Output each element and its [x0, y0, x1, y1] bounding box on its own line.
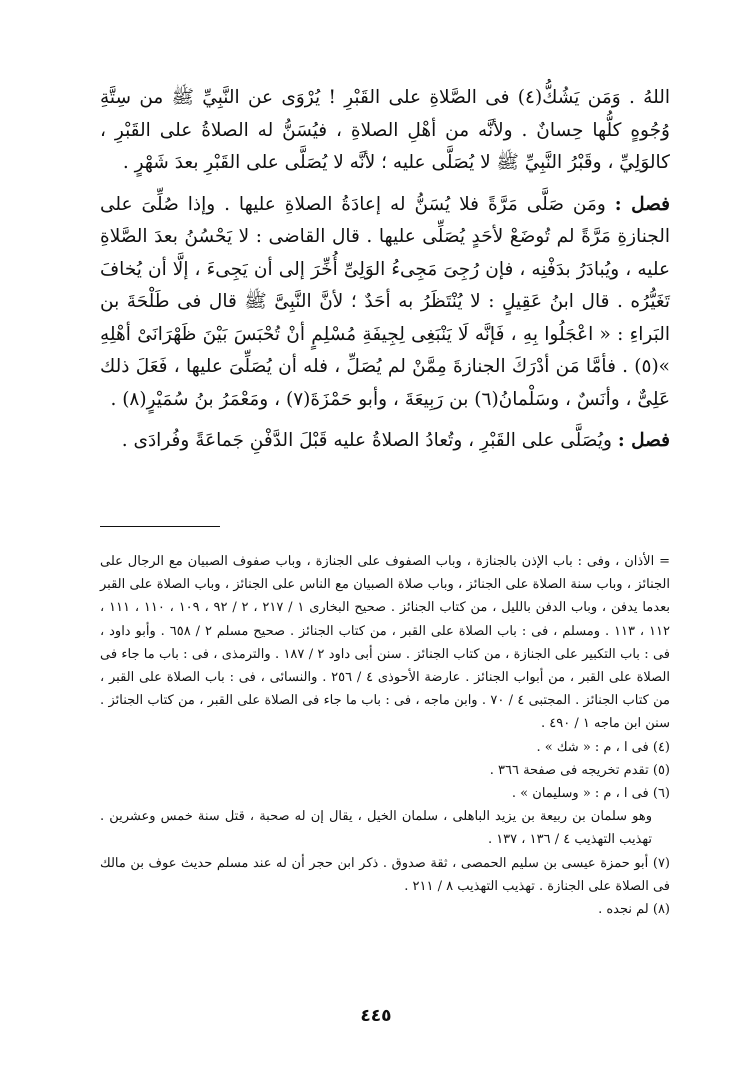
page-number: ٤٤٥ [360, 1006, 392, 1026]
paragraph-2-body: ومَن صَلَّى مَرَّةً فلا يُسَنُّ له إعادَةُ الصلاةِ عليها . وإذا صُلِّىَ على الجنازةِ مَرَّةً لم تُوضَعْ لأحَدٍ يُصَلِّى عليها . قال القاضى : لا يَحْسُنُ بعدَ الصَّلاةِ عليه ، ويُبادَرُ بدَفْنِه ، فإن رُجِىَ مَجِىءُ الوَلِىِّ أُخِّرَ إلى أن يَجِىءَ ، إلَّا أن يُخافَ تَغَيُّرُه . قال ابنُ عَقِيلٍ : لا يُنْتَظَرُ به أحَدٌ ؛ لأنَّ النَّبِىَّ ﷺ قال فى طَلْحَةَ بن البَراءِ : « اعْجَلُوا بِهِ ، فَإنَّه لَا يَنْبَغِى لِجِيفَةِ مُسْلِمٍ أنْ تُحْبَسَ بَيْنَ ظَهْرَانَىْ أهْلِهِ »(٥) . فأمَّا مَن أدْرَكَ الجنازةَ مِمَّنْ لم يُصَلِّ ، فله أن يُصَلِّىَ عليها ، فَعَلَ ذلك عَلِىٌّ ، وأنَسٌ ، وسَلْمانُ(٦) بن رَبِيعَةَ ، وأبو حَمْزَةَ(٧) ، ومَعْمَرُ بنُ سُمَيْرٍ(٨) . [100, 193, 670, 410]
section-heading-fasl-2: فصل : [617, 430, 670, 451]
section-heading-fasl-1: فصل : [614, 193, 671, 215]
main-text [100, 82, 670, 467]
footnote-7: (٧) أبو حمزة عيسى بن سليم الحمصى ، ثقة صدوق . ذكر ابن حجر أن له عند مسلم حديث عوف بن مالك فى الصلاة على الجنازة . تهذيب التهذيب ٨ / ٢١١ . [100, 855, 670, 894]
paragraph-3 [100, 425, 670, 458]
footnote-5: (٥) تقدم تخريجه فى صفحة ٣٦٦ . [489, 762, 670, 778]
footnote-8: (٨) لم نجده . [598, 902, 670, 918]
footnote-continuation: = الأذان ، وفى : باب الإذن بالجنازة ، وباب الصفوف على الجنازة ، وباب صفوف الصبيان مع الرجال على الجنائز ، وباب سنة الصلاة على الجنائز ، وباب صلاة الصبيان مع الناس على الجنائز ، وباب الصلاة على القبر بعدما يدفن ، وباب الدفن بالليل ، من كتاب الجنائز . صحيح البخارى ١ / ٢١٧ ، ٢ / ٩٢ ، ١٠٩ ، ١١٠ ، ١١١ ، ١١٢ ، ١١٣ . ومسلم ، فى : باب الصلاة على القبر ، من كتاب الجنائز . صحيح مسلم ٢ / ٦٥٨ . وأبو داود ، فى : باب التكبير على الجنازة ، من كتاب الجنائز . سنن أبى داود ٢ / ١٨٧ . والترمذى ، فى : باب ما جاء فى الصلاة على القبر ، من أبواب الجنائز . عارضة الأحوذى ٤ / ٢٥٦ . والنسائى ، فى : باب الصلاة على القبر ، من كتاب الجنائز . المجتبى ٤ / ٧٠ . وابن ماجه ، فى : باب ما جاء فى الصلاة على القبر ، من كتاب الجنائز . سنن ابن ماجه ١ / ٤٩٠ . [100, 554, 670, 732]
footnote-separator [100, 526, 220, 527]
footnotes [100, 550, 670, 921]
footnote-4: (٤) فى ا ، م : « شك » . [536, 739, 670, 755]
paragraph-1: اللهُ . وَمَن يَشُكُّ(٤) فى الصَّلاةِ على القَبْرِ ! يُرْوَى عن النَّبِيِّ ﷺ من سِتَّةِ وُجُوهٍ كلُّها حِسانٌ . ولأنَّه من أهْلِ الصلاةِ ، فيُسَنُّ له الصلاةُ على القَبْرِ ، كالوَلِيِّ ، وقَبْرُ النَّبِيِّ ﷺ لا يُصَلَّى عليه ؛ لأنَّه لا يُصَلَّى على القَبْرِ بعدَ شَهْرٍ . [100, 87, 670, 173]
footnote-6-detail: وهو سلمان بن ربيعة بن يزيد الباهلى ، سلمان الخيل ، يقال إن له صحبة ، قتل سنة خمس وعشرين . تهذيب التهذيب ٤ / ١٣٦ ، ١٣٧ . [100, 809, 652, 848]
paragraph-3-body: ويُصَلَّى على القَبْرِ ، وتُعادُ الصلاةُ عليه قَبْلَ الدَّفْنِ جَماعَةً وفُرادَى . [121, 430, 612, 451]
footnote-6: (٦) فى ا ، م : « وسليمان » . [511, 786, 670, 802]
paragraph-2 [100, 189, 670, 417]
